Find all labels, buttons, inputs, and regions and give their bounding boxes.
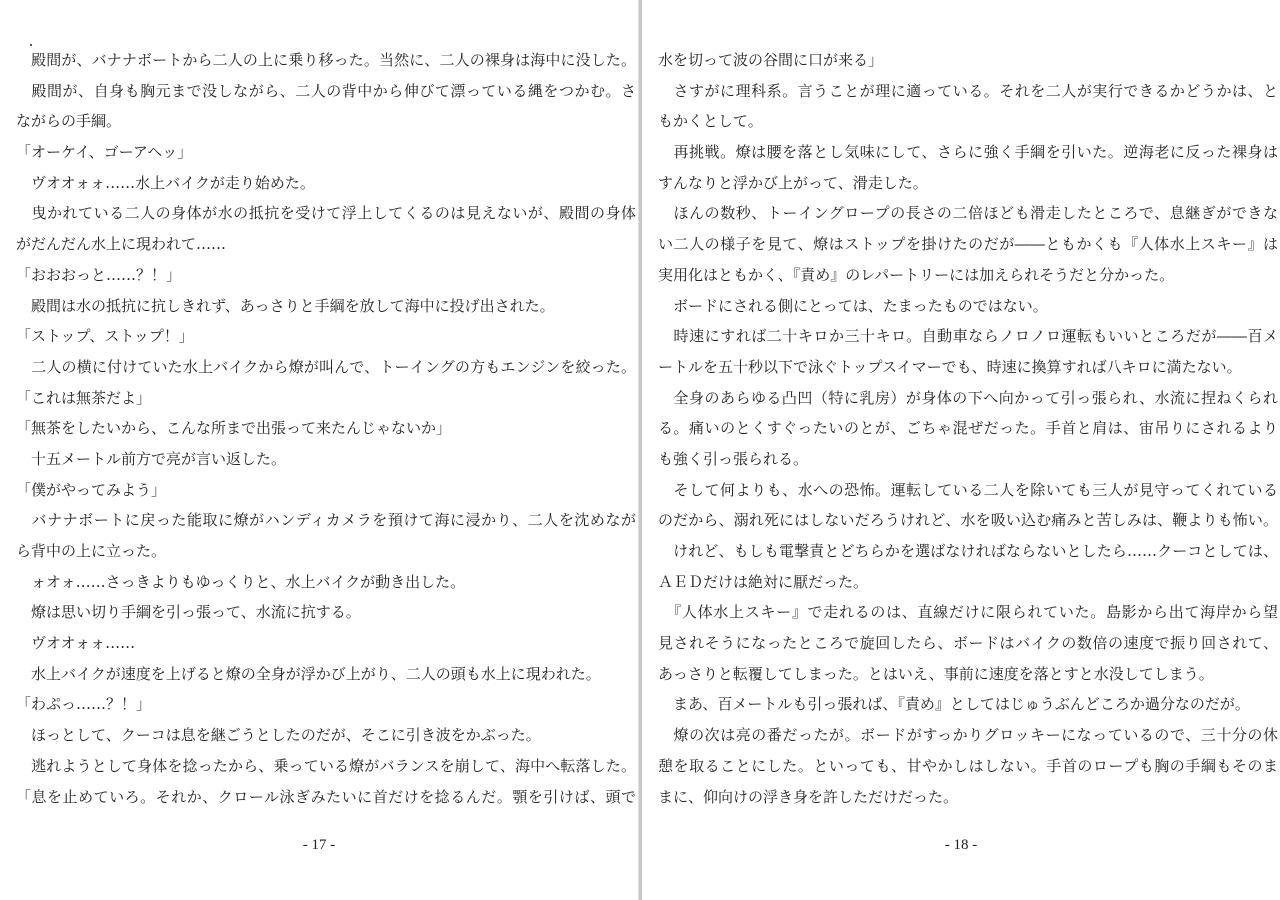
text-line: もかくとして。: [658, 112, 763, 131]
text-line: さすがに理科系。言うことが理に適っている。それを二人が実行できるかどうかは、と: [658, 81, 1278, 100]
text-line: 全身のあらゆる凸凹（特に乳房）が身体の下へ向かって引っ張られ、水流に捏ねくられ: [658, 388, 1278, 407]
text-line: 水上バイクが速度を上げると燎の全身が浮かび上がり、二人の頭も水上に現われた。: [16, 664, 601, 683]
text-line: 『人体水上スキー』で走れるのは、直線だけに限られていた。島影から出て海岸から望: [658, 603, 1278, 622]
text-line: 憩を取ることにした。といっても、甘やかしはしない。手首のロープも胸の手綱もそのま: [658, 756, 1278, 775]
text-line: すんなりと浮かび上がって、滑走した。: [658, 173, 928, 192]
text-line: 再挑戦。燎は腰を落とし気味にして、さらに強く手綱を引いた。逆海老に反った裸身は: [658, 143, 1278, 162]
text-line: まに、仰向けの浮き身を許しただけだった。: [658, 787, 959, 806]
text-line: ヴオオォォ……水上バイクが走り始めた。: [16, 173, 315, 192]
text-line: バナナボートに戻った能取に燎がハンディカメラを預けて海に浸かり、二人を沈めなが: [16, 511, 636, 530]
text-line: 時速にすれば二十キロか三十キロ。自動車ならノロノロ運転もいいところだが――百メ: [658, 327, 1278, 346]
text-line: 「無茶をしたいから、こんな所まで出張って来たんじゃないか」: [16, 419, 452, 438]
text-line: 「オーケイ、ゴーアヘッ」: [16, 143, 193, 162]
text-line: ほっとして、クーコは息を継ごうとしたのだが、そこに引き波をかぶった。: [16, 726, 541, 745]
text-line: 燎は思い切り手綱を引っ張って、水流に抗する。: [16, 603, 361, 622]
page-text: [16, 45, 636, 812]
text-line: がだんだん水上に現われて……: [16, 235, 227, 254]
text-line: 実用化はともかく、『責め』のレパートリーには加えられそうだと分かった。: [658, 265, 1175, 284]
text-line: 水を切って波の谷間に口が来る」: [658, 51, 884, 69]
text-line: ボードにされる側にとっては、たまったものではない。: [658, 296, 1048, 315]
text-line: ォオォ……さっきよりもゆっくりと、水上バイクが動き出した。: [16, 572, 466, 591]
text-line: そして何よりも、水への恐怖。運転している二人を除いても三人が見守ってくれている: [658, 480, 1278, 499]
text-line: ＡＥＤだけは絶対に厭だった。: [658, 572, 869, 591]
text-line: も強く引っ張られる。: [658, 449, 809, 468]
text-line: 「おおおっと……？！」: [16, 265, 182, 284]
text-line: 十五メートル前方で亮が言い返した。: [16, 449, 287, 468]
page-18: [642, 0, 1280, 900]
text-line: まあ、百メートルも引っ張れば、『責め』としてはじゅうぶんどころか過分なのだが。: [658, 695, 1250, 714]
text-line: る。痛いのとくすぐったいのとが、ごちゃ混ぜだった。手首と肩は、宙吊りにされるより: [658, 419, 1278, 438]
text-line: ほんの数秒、トーイングロープの長さの二倍ほども滑走したところで、息継ぎができな: [658, 204, 1278, 223]
text-line: 「ストップ、ストップ！」: [16, 327, 194, 346]
text-line: 「これは無茶だよ」: [16, 388, 152, 407]
text-line: 「僕がやってみよう」: [16, 480, 167, 499]
text-line: ヴオオォォ……: [16, 634, 136, 653]
text-line: 殿間が、バナナボートから二人の上に乗り移った。当然に、二人の裸身は海中に没した。: [16, 51, 636, 69]
text-line: 見されそうになったところで旋回したら、ボードはバイクの数倍の速度で振り回されて、: [658, 634, 1278, 653]
text-line: 燎の次は亮の番だったが。ボードがすっかりグロッキーになっているので、三十分の休: [658, 726, 1278, 745]
page-17: [0, 0, 638, 900]
text-line: ートルを五十秒以下で泳ぐトップスイマーでも、時速に換算すれば八キロに満たない。: [658, 357, 1242, 376]
page-number: - 17 -: [302, 837, 336, 853]
text-line: 逃れようとして身体を捻ったから、乗っている燎がバランスを崩して、海中へ転落した。: [16, 756, 636, 775]
text-line: 二人の横に付けていた水上バイクから燎が叫んで、トーイングの方もエンジンを絞った。: [16, 357, 636, 376]
text-line: 「息を止めていろ。それか、クロール泳ぎみたいに首だけを捻るんだ。顎を引けば、頭で: [16, 787, 636, 806]
text-line: 曳かれている二人の身体が水の抵抗を受けて浮上してくるのは見えないが、殿間の身体: [16, 204, 636, 223]
text-line: のだから、溺れ死にはしないだろうけれど、水を吸い込む痛みと苦しみは、鞭よりも怖い。: [658, 511, 1278, 530]
text-line: ら背中の上に立った。: [16, 542, 167, 560]
page-number: - 18 -: [944, 837, 978, 853]
text-line: けれど、もしも電撃責とどちらかを選ばなければならないとしたら……クーコとしては、: [658, 542, 1278, 560]
text-line: い二人の様子を見て、燎はストップを掛けたのだが――ともかくも『人体水上スキー』は: [658, 235, 1278, 254]
page-text: [658, 45, 1278, 812]
text-line: 「わぷっ……？！」: [16, 695, 152, 714]
text-line: あっさりと転覆してしまった。とはいえ、事前に速度を落とすと水没してしまう。: [658, 664, 1214, 683]
text-line: 殿間は水の抵抗に抗しきれず、あっさりと手綱を放して海中に投げ出された。: [16, 296, 555, 315]
text-line: 殿間が、自身も胸元まで没しながら、二人の背中から伸びて漂っている縄をつかむ。さ: [16, 81, 636, 100]
text-line: ながらの手綱。: [16, 112, 122, 131]
